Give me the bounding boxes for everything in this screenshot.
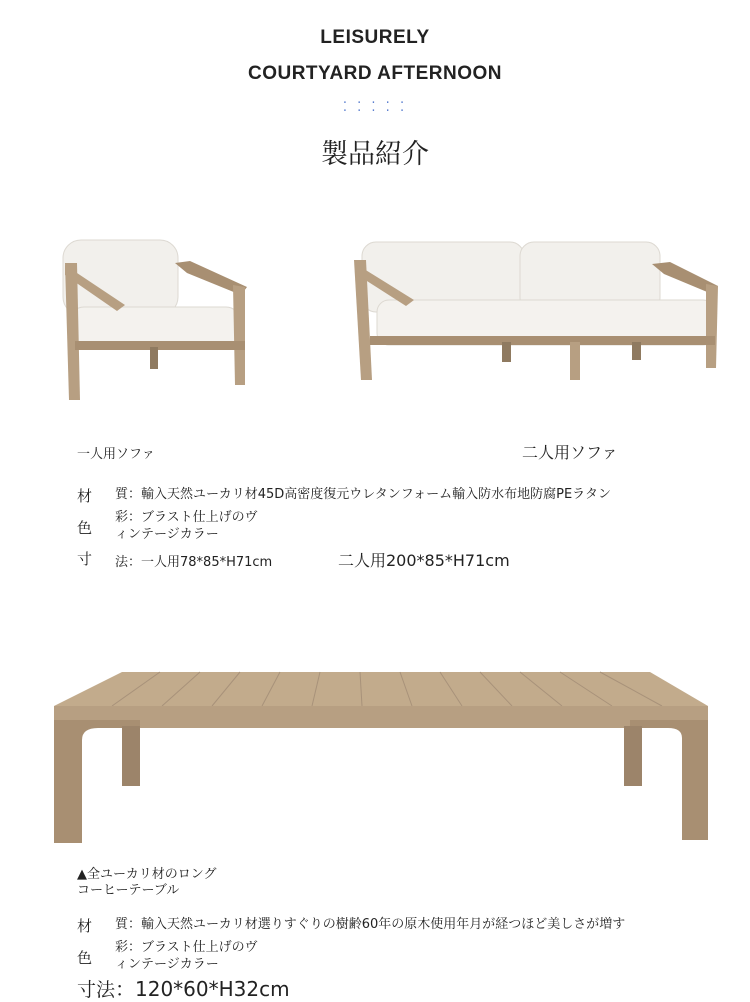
- sofa-size-single: 法：一人用78*85*H71cm: [115, 555, 273, 570]
- sofa-color-value-2: ィンテージカラー: [115, 527, 219, 542]
- decorative-dots: · · · · · · · · · ·: [342, 96, 408, 119]
- table-size-value: ：120*60*H32cm: [115, 977, 290, 1001]
- double-sofa-image: [352, 240, 720, 385]
- table-material-value: 質：輸入天然ユーカリ材選りすぐりの樹齢60年の原木使用年月が経つほど美しさが増す: [115, 917, 626, 932]
- sofa-size-key: 寸: [77, 550, 93, 568]
- table-color-value-2: ィンテージカラー: [115, 957, 219, 972]
- section-title: 製品紹介: [321, 139, 429, 170]
- coffee-table-image: [50, 668, 710, 846]
- title-line-1: LEISURELY: [320, 27, 430, 48]
- title-line-2: COURTYARD AFTERNOON: [247, 63, 503, 84]
- sofa-color-value-1: 彩：ブラスト仕上げのヴ: [115, 510, 258, 525]
- table-caption-2: コーヒーテーブル: [77, 883, 180, 898]
- sofa-size-double: 二人用200*85*H71cm: [338, 551, 510, 570]
- sofa-material-key: 材: [77, 487, 93, 505]
- table-color-value-1: 彩：ブラスト仕上げのヴ: [115, 940, 258, 955]
- table-size-key: 寸法: [77, 979, 116, 1001]
- table-color-key: 色: [77, 949, 93, 967]
- sofa-material-value: 質：輸入天然ユーカリ材45D高密度復元ウレタンフォーム輸入防水布地防腐PEラタン: [115, 487, 612, 502]
- double-sofa-label: 二人用ソファ: [522, 443, 618, 462]
- single-sofa-image: [55, 235, 255, 405]
- single-sofa-label: 一人用ソファ: [77, 447, 155, 462]
- table-material-key: 材: [77, 917, 93, 935]
- table-caption-1: ▲全ユーカリ材のロング: [77, 867, 217, 882]
- sofa-color-key: 色: [77, 519, 93, 537]
